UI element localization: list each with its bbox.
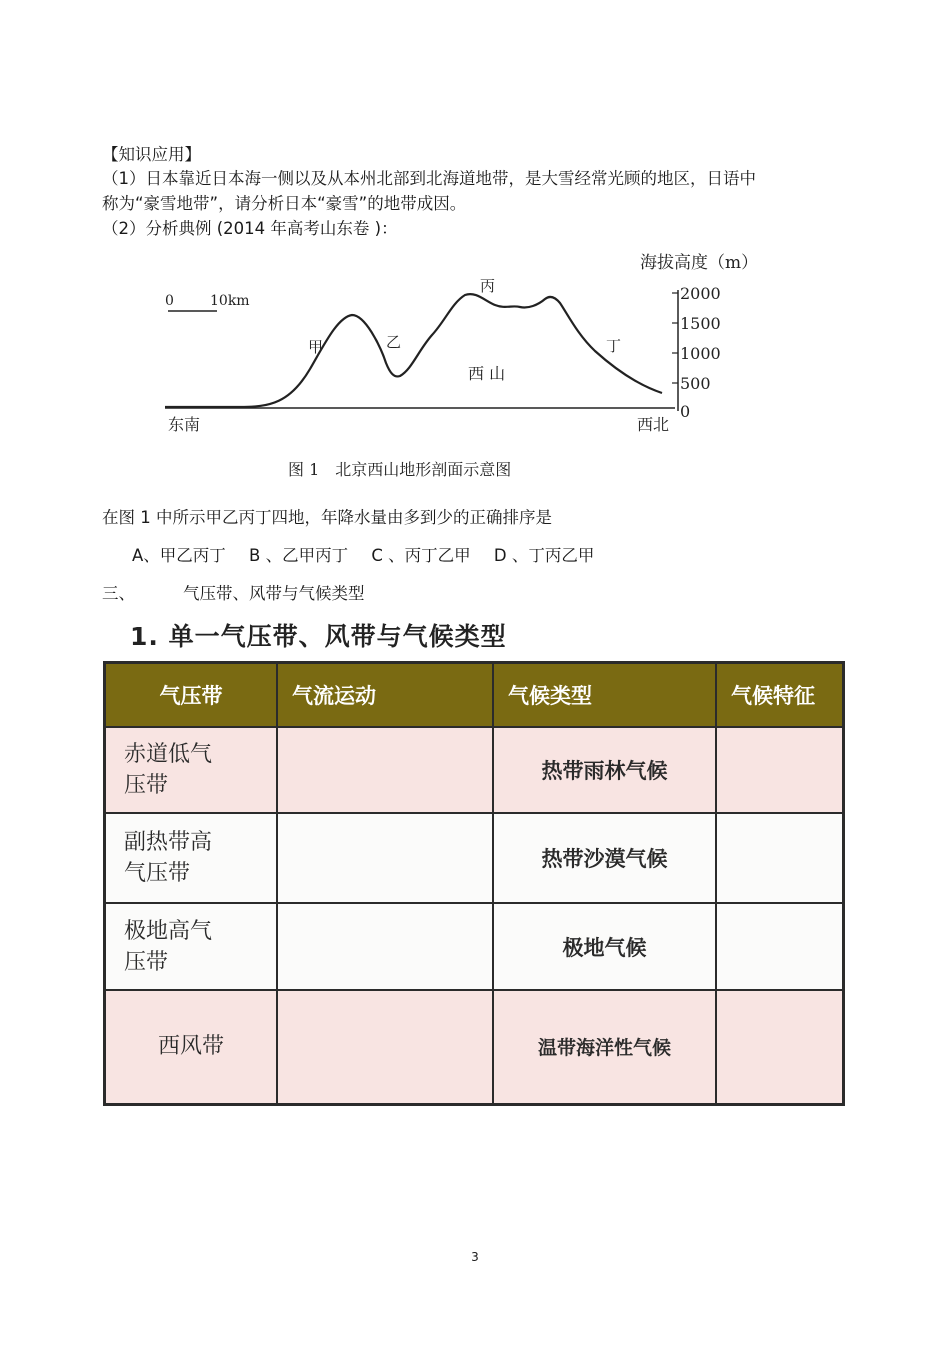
table-header-row [105, 663, 844, 728]
air-motion-cell[interactable] [277, 903, 493, 990]
climate-feature-cell[interactable] [716, 990, 844, 1104]
belt-text: 赤道低气 [124, 742, 213, 767]
xishan-profile-figure [160, 245, 790, 490]
table-row [105, 990, 844, 1104]
elevation-axis-title: 海拔高度（m） [640, 253, 759, 273]
belt-text: 西风带 [157, 1034, 224, 1060]
tick-label-500: 500 [680, 374, 711, 393]
section-3-title: 气压带、风带与气候类型 [183, 584, 365, 603]
knowledge-heading: 【知识应用】 [102, 145, 201, 164]
option-a[interactable]: A、甲乙丙丁 [132, 546, 226, 565]
tick-label-2000: 2000 [680, 284, 721, 303]
climate-type-cell: 热带雨林气候 [493, 727, 716, 813]
scale-zero: 0 [165, 293, 174, 309]
header-climate-type: 气候类型 [493, 663, 716, 728]
belt-text: 极地高气 [124, 918, 213, 944]
table-row [105, 813, 844, 903]
section-3-heading [102, 580, 365, 604]
tick-label-1500: 1500 [680, 314, 721, 333]
belt-text: 副热带高 [124, 830, 213, 855]
climate-type-cell: 极地气候 [493, 903, 716, 990]
tick-label-1000: 1000 [680, 344, 721, 363]
point-yi: 乙 [386, 333, 402, 351]
answer-options [132, 542, 612, 566]
precipitation-question: 在图 1 中所示甲乙丙丁四地，年降水量由多到少的正确排序是 [102, 508, 552, 527]
option-c[interactable]: C 、丙丁乙甲 [371, 546, 471, 565]
question-1-line-1: （1）日本靠近日本海一侧以及从本州北部到北海道地带，是大雪经常光顾的地区，日语中 [102, 169, 756, 188]
air-motion-cell[interactable] [277, 990, 493, 1104]
page-number: 3 [471, 1250, 479, 1264]
table-row [105, 903, 844, 990]
figure-caption: 图 1 北京西山地形剖面示意图 [288, 460, 512, 479]
climate-type-cell: 热带沙漠气候 [493, 813, 716, 903]
option-b[interactable]: B 、乙甲丙丁 [249, 546, 349, 565]
header-climate-feature: 气候特征 [716, 663, 844, 728]
header-air-motion: 气流运动 [277, 663, 493, 728]
header-pressure-belt: 气压带 [105, 663, 278, 728]
climate-feature-cell[interactable] [716, 903, 844, 990]
option-d[interactable]: D 、丁丙乙甲 [493, 546, 595, 565]
table-title: 1. 单一气压带、风带与气候类型 [130, 622, 507, 651]
air-motion-cell[interactable] [277, 813, 493, 903]
mountain-label: 西 山 [468, 364, 506, 383]
point-jia: 甲 [308, 338, 324, 356]
table-row [105, 727, 844, 813]
climate-type-cell: 温带海洋性气候 [493, 990, 716, 1104]
direction-southeast: 东南 [168, 415, 201, 434]
belt-text: 压带 [124, 773, 169, 798]
climate-feature-cell[interactable] [716, 727, 844, 813]
belt-cell [105, 727, 278, 813]
belt-cell [105, 813, 278, 903]
question-1-line-2: 称为“豪雪地带”，请分析日本“豪雪”的地带成因。 [102, 194, 467, 213]
point-bing: 丙 [480, 277, 496, 295]
belt-text: 压带 [124, 949, 169, 975]
belt-text: 气压带 [124, 861, 191, 886]
section-3-number: 三、 [102, 584, 135, 603]
terrain-profile-line [165, 294, 662, 407]
belt-cell [105, 990, 278, 1104]
direction-northwest: 西北 [637, 415, 670, 434]
pressure-belt-climate-table [103, 661, 845, 1106]
terrain-profile-svg [160, 245, 790, 490]
climate-feature-cell[interactable] [716, 813, 844, 903]
air-motion-cell[interactable] [277, 727, 493, 813]
scale-label: 10km [210, 293, 250, 309]
question-2-intro: （2）分析典例 (2014 年高考山东卷 )： [102, 219, 398, 238]
tick-label-0: 0 [680, 402, 691, 421]
belt-cell [105, 903, 278, 990]
point-ding: 丁 [606, 337, 622, 355]
